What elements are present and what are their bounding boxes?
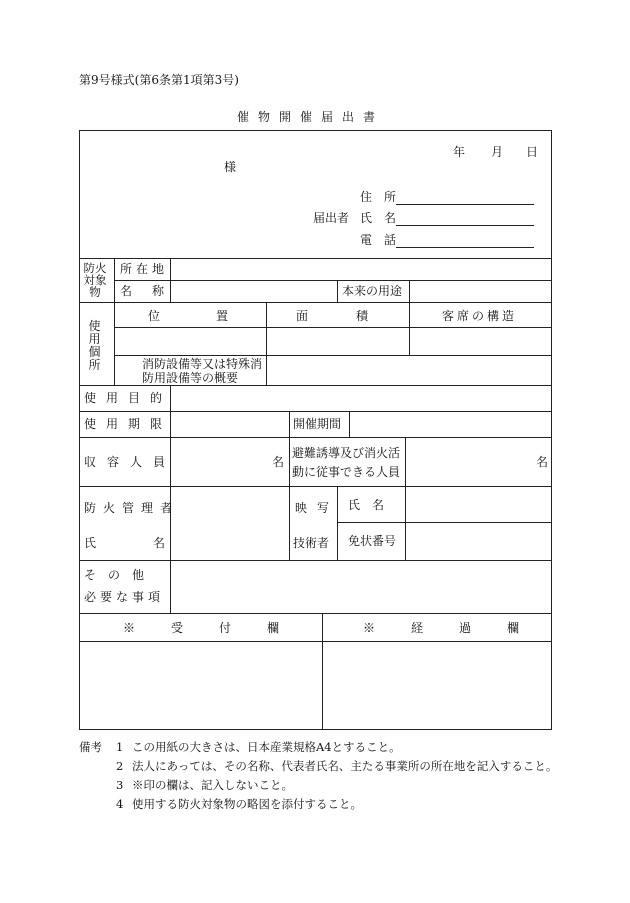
- name-label: 氏 名: [360, 211, 397, 225]
- usage-area-group-label: 使用個所: [88, 319, 101, 372]
- other-label-line1: その他: [84, 568, 157, 582]
- notes-lead: 備考: [79, 740, 102, 754]
- address-label: 住 所: [360, 190, 397, 204]
- purpose-label: 使用目的: [84, 391, 173, 405]
- equipment-label-line2: 防用設備等の概要: [142, 371, 239, 385]
- capacity-label: 収容人員: [84, 455, 177, 469]
- note-item: [79, 757, 557, 776]
- note-text: 使用する防火対象物の略図を添付すること。: [132, 797, 362, 811]
- location-label: [120, 262, 164, 276]
- position-label: 位置: [148, 309, 285, 323]
- label-char: 称: [151, 284, 164, 298]
- address-field[interactable]: [396, 204, 534, 205]
- col-divider: [114, 258, 115, 385]
- license-number-label: 免状番号: [348, 534, 397, 548]
- note-number: 4: [116, 797, 124, 811]
- col-divider: [289, 411, 290, 560]
- row-divider: [79, 302, 552, 303]
- date-year: 年: [453, 145, 466, 159]
- fire-target-group-label: 防火対象物: [83, 261, 107, 299]
- col-divider: [337, 486, 338, 560]
- note-item: [79, 776, 557, 795]
- addressee-suffix: 様: [224, 160, 237, 174]
- col-divider: [405, 486, 406, 560]
- row-divider: [114, 280, 552, 281]
- note-number: 2: [116, 759, 124, 773]
- notifier-label: 届出者: [313, 211, 350, 225]
- phone-label: 電 話: [360, 233, 397, 247]
- label-char: 地: [151, 262, 164, 276]
- evac-unit: 名: [536, 455, 549, 469]
- period-label: 使用期限: [84, 417, 173, 431]
- evac-label-line1: 避難誘導及び消火活: [292, 446, 401, 460]
- reception-label: ※ 受 付 欄: [123, 621, 292, 635]
- event-period-label: 開催期間: [293, 417, 342, 431]
- label-char: 在: [135, 262, 148, 276]
- projection-label-line1: 映写: [295, 501, 340, 515]
- other-label-line2: 必要な事項: [84, 590, 165, 604]
- col-divider: [170, 258, 171, 302]
- note-number: 1: [116, 740, 124, 754]
- original-use-label: 本来の用途: [342, 284, 403, 298]
- form-number: 第9号様式(第6条第1項第3号): [79, 73, 239, 87]
- note-text: この用紙の大きさは、日本産業規格A4とすること。: [132, 740, 401, 754]
- row-divider: [79, 437, 552, 438]
- seating-label: 客席の構造: [442, 309, 518, 323]
- evac-label-line2: 動に従事できる人員: [292, 465, 401, 479]
- phone-field[interactable]: [396, 247, 534, 248]
- col-divider: [349, 411, 350, 437]
- col-divider: [409, 280, 410, 302]
- col-divider: [322, 613, 323, 730]
- equipment-label-line1: 消防設備等又は特殊消: [142, 357, 263, 371]
- note-text: ※印の欄は、記入しないこと。: [132, 778, 293, 792]
- row-divider: [79, 641, 552, 642]
- area-label: 面積: [296, 309, 417, 323]
- col-divider: [405, 437, 406, 486]
- date-month: 月: [491, 145, 504, 159]
- note-item: [79, 738, 557, 757]
- progress-label: ※ 経 過 欄: [363, 621, 532, 635]
- fire-manager-label-line1: 防火管理者: [84, 501, 180, 515]
- row-divider: [114, 327, 552, 328]
- row-divider: [114, 355, 552, 356]
- target-name-label: [120, 284, 164, 298]
- note-text: 法人にあっては、その名称、代表者氏名、主たる事業所の所在地を記入すること。: [132, 759, 558, 773]
- projection-name-label: 氏 名: [348, 498, 385, 512]
- capacity-unit: 名: [272, 455, 285, 469]
- row-divider: [79, 613, 552, 614]
- row-divider: [79, 486, 552, 487]
- name-field[interactable]: [396, 225, 534, 226]
- projection-label-line2: 技術者: [293, 536, 330, 550]
- row-divider: [79, 411, 552, 412]
- fire-manager-label-line2: 氏名: [84, 536, 223, 550]
- date-day: 日: [526, 145, 539, 159]
- notes: [79, 738, 557, 814]
- note-item: [79, 795, 557, 814]
- col-divider: [337, 280, 338, 302]
- row-divider: [79, 258, 552, 259]
- form-title: 催物開催届出書: [237, 110, 385, 124]
- row-divider: [337, 522, 552, 523]
- label-char: 所: [120, 262, 133, 276]
- label-char: 名: [120, 284, 133, 298]
- note-number: 3: [116, 778, 124, 792]
- row-divider: [79, 560, 552, 561]
- row-divider: [79, 385, 552, 386]
